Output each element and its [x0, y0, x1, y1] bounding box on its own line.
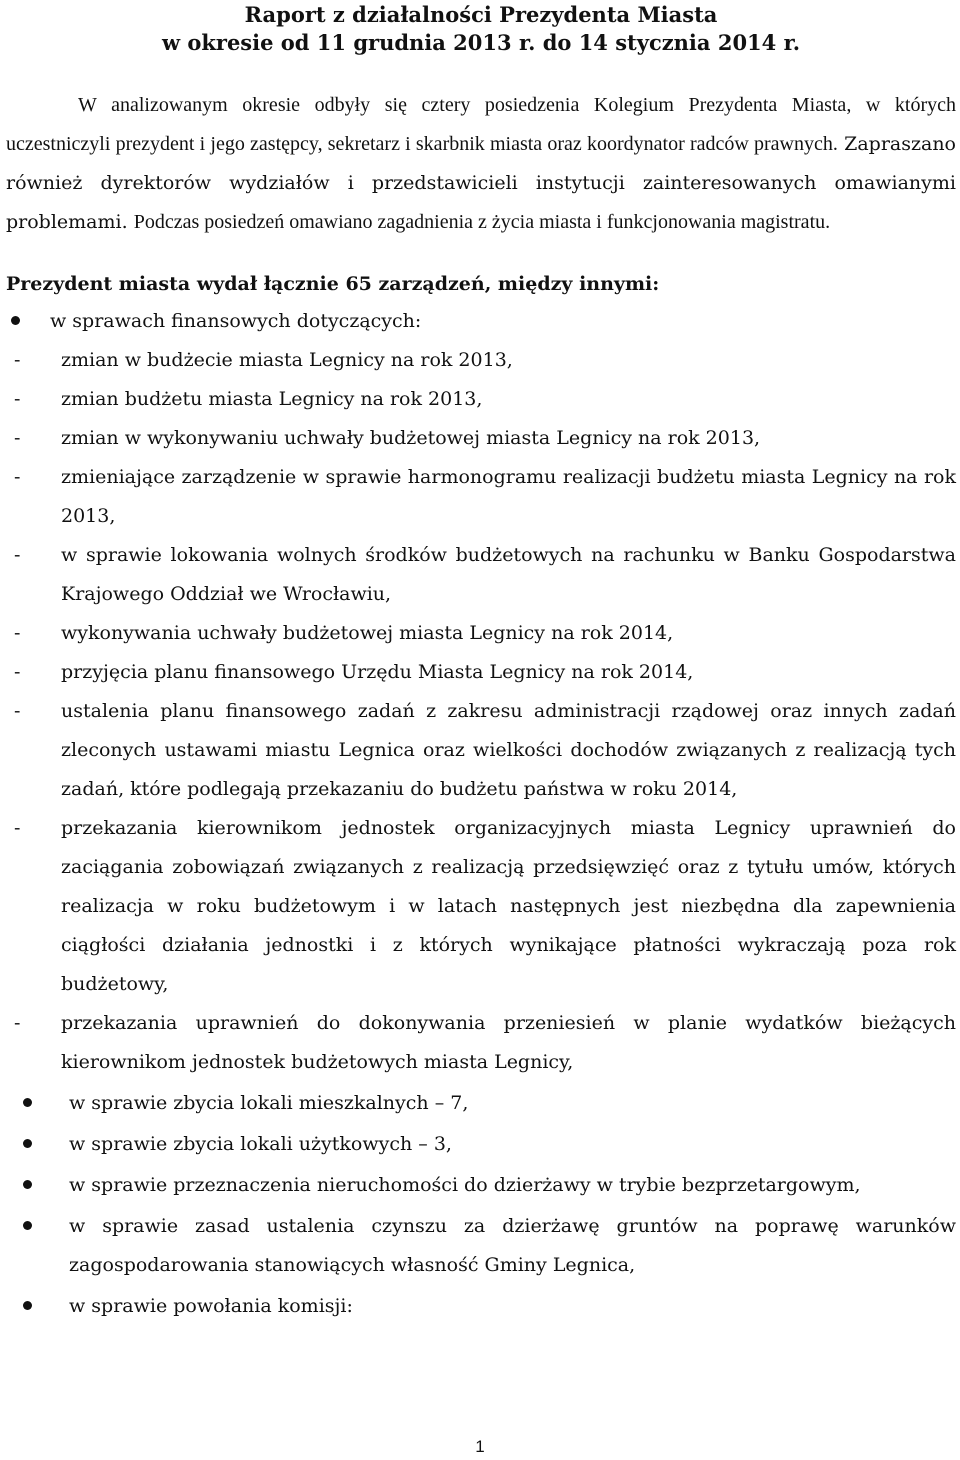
bullet-marker — [23, 1166, 32, 1205]
intro-sentence-3: Podczas posiedzeń omawiano zagadnienia z życia miasta i funkcjonowania magistratu. — [133, 211, 831, 233]
dash-marker: - — [14, 622, 21, 644]
dash-marker: - — [14, 427, 21, 449]
finance-item — [6, 380, 956, 419]
report-title — [6, 0, 956, 57]
dash-marker: - — [14, 466, 21, 488]
finance-bullet-text: w sprawach finansowych dotyczących: — [50, 310, 422, 332]
finance-item-text: przekazania uprawnień do dokonywania przeniesień w planie wydatków bieżących kierownikom jednostek budżetowych miasta Legnicy, — [61, 1012, 956, 1073]
finance-item-text: przyjęcia planu finansowego Urzędu Miasta Legnicy na rok 2014, — [61, 661, 694, 683]
document-page — [6, 0, 956, 1326]
finance-item — [6, 419, 956, 458]
finance-item-text: wykonywania uchwały budżetowej miasta Legnicy na rok 2014, — [61, 622, 674, 644]
finance-item — [6, 614, 956, 653]
intro-paragraph — [6, 86, 956, 242]
page-number: 1 — [475, 1437, 485, 1456]
dash-marker: - — [14, 544, 21, 566]
decree-bullet-text: w sprawie przeznaczenia nieruchomości do dzierżawy w trybie bezprzetargowym, — [69, 1174, 861, 1196]
intro-sentence-1: W analizowanym okresie odbyły się cztery posiedzenia Kolegium Prezydenta Miasta, w których uczestniczyli prezydent i jego zastępcy, sekretarz i skarbnik miasta oraz koordynator radców prawnych. — [6, 94, 956, 155]
finance-item-text: zmian w budżecie miasta Legnicy na rok 2013, — [61, 349, 513, 371]
decree-bullet-text: w sprawie powołania komisji: — [69, 1295, 353, 1317]
decree-bullet-text: w sprawie zbycia lokali mieszkalnych – 7, — [69, 1092, 469, 1114]
bullet-marker — [23, 1207, 32, 1246]
dash-marker: - — [14, 349, 21, 371]
decree-bullet-item — [6, 1084, 956, 1123]
dash-marker: - — [14, 388, 21, 410]
dash-marker: - — [14, 1012, 21, 1034]
bullet-marker — [11, 302, 20, 341]
report-title-line-2: w okresie od 11 grudnia 2013 r. do 14 stycznia 2014 r. — [161, 30, 801, 55]
bullet-marker — [23, 1125, 32, 1164]
decree-bullet-item — [6, 1166, 956, 1205]
finance-item — [6, 458, 956, 536]
finance-item — [6, 1004, 956, 1082]
finance-item — [6, 341, 956, 380]
decree-bullet-item — [6, 1207, 956, 1285]
bullet-marker — [23, 1084, 32, 1123]
report-title-line-1: Raport z działalności Prezydenta Miasta — [244, 2, 718, 27]
finance-item-text: w sprawie lokowania wolnych środków budżetowych na rachunku w Banku Gospodarstwa Krajowego Oddział we Wrocławiu, — [61, 544, 956, 605]
finance-bullet-item — [6, 302, 956, 341]
dash-marker: - — [14, 817, 21, 839]
finance-item — [6, 536, 956, 614]
dash-marker: - — [14, 661, 21, 683]
finance-item-text: zmian budżetu miasta Legnicy na rok 2013, — [61, 388, 483, 410]
intro-sentence-2: Zapraszano również dyrektorów wydziałów i przedstawicieli instytucji zainteresowanych omawianymi problemami. — [6, 133, 956, 233]
bullet-marker — [23, 1287, 32, 1326]
finance-item — [6, 809, 956, 1004]
decrees-heading: Prezydent miasta wydał łącznie 65 zarządzeń, między innymi: — [6, 273, 660, 295]
finance-item-text: przekazania kierownikom jednostek organizacyjnych miasta Legnicy uprawnień do zaciągania zobowiązań związanych z realizacją przedsięwzięć oraz z tytułu umów, których realizacja w roku budżetowym i w latach następnych jest niezbędna dla zapewnienia ciągłości działania jednostki i z których wynikające płatności wykraczają poza rok budżetowy, — [61, 817, 956, 995]
finance-item — [6, 653, 956, 692]
finance-item-text: ustalenia planu finansowego zadań z zakresu administracji rządowej oraz innych zadań zleconych ustawami miastu Legnica oraz wielkości dochodów związanych z realizacją tych zadań, które podlegają przekazaniu do budżetu państwa w roku 2014, — [61, 700, 956, 800]
finance-item-text: zmieniające zarządzenie w sprawie harmonogramu realizacji budżetu miasta Legnicy na rok 2013, — [61, 466, 956, 527]
decree-bullet-text: w sprawie zbycia lokali użytkowych – 3, — [69, 1133, 452, 1155]
dash-marker: - — [14, 700, 21, 722]
decree-bullet-text: w sprawie zasad ustalenia czynszu za dzierżawę gruntów na poprawę warunków zagospodarowania stanowiących własność Gminy Legnica, — [69, 1215, 956, 1276]
decree-bullet-item — [6, 1287, 956, 1326]
finance-item-text: zmian w wykonywaniu uchwały budżetowej miasta Legnicy na rok 2013, — [61, 427, 761, 449]
finance-item — [6, 692, 956, 809]
decree-bullet-item — [6, 1125, 956, 1164]
